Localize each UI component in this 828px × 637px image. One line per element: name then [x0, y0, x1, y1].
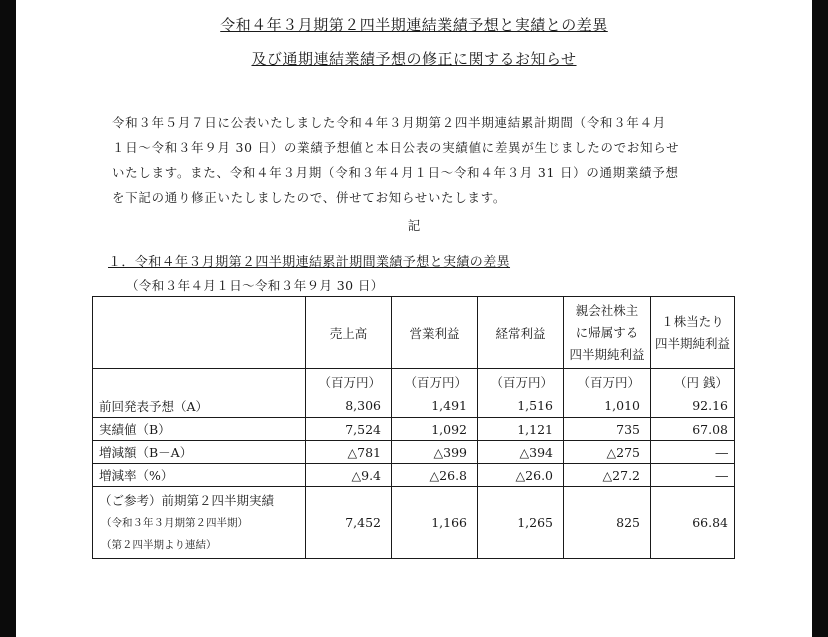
header-net-line: 四半期純利益	[569, 346, 645, 362]
row-label: 前回発表予想（A）	[93, 395, 306, 418]
value-cell: 1,516	[478, 395, 564, 418]
value-cell: △9.4	[306, 464, 392, 487]
paragraph-line: いたします。また、令和４年３月期（令和３年４月１日～令和４年３月 31 日）の通期業績予想	[112, 165, 679, 180]
value-cell: 1,092	[392, 418, 478, 441]
value-cell: △394	[478, 441, 564, 464]
paragraph-line: を下記の通り修正いたしましたので、併せてお知らせいたします。	[112, 190, 507, 205]
header-eps	[651, 297, 735, 369]
document-subtitle: 及び通期連結業績予想の修正に関するお知らせ	[251, 50, 577, 68]
row-label: 増減率（%）	[93, 464, 306, 487]
value-cell: 7,452	[306, 487, 392, 559]
section-heading: １．令和４年３月期第２四半期連結累計期間業績予想と実績の差異	[108, 255, 511, 270]
value-cell: 825	[564, 487, 651, 559]
header-ordinary-profit: 経常利益	[478, 297, 564, 369]
table-row	[93, 464, 735, 487]
unit-row	[93, 369, 735, 395]
header-row	[93, 297, 735, 369]
row-label: 増減額（B－A）	[93, 441, 306, 464]
value-cell: ―	[651, 464, 735, 487]
value-cell: 1,491	[392, 395, 478, 418]
intro-paragraph	[112, 110, 732, 210]
reference-label-line: （ご参考）前期第２四半期実績	[99, 492, 275, 508]
value-cell: △275	[564, 441, 651, 464]
document-title: 令和４年３月期第２四半期連結業績予想と実績との差異	[220, 16, 608, 34]
value-cell: 1,121	[478, 418, 564, 441]
reference-row	[93, 487, 735, 559]
value-cell: ―	[651, 441, 735, 464]
header-eps-line: １株当たり	[661, 313, 724, 329]
header-sales: 売上高	[306, 297, 392, 369]
reference-label-line: （第２四半期より連結）	[101, 538, 217, 551]
reference-label-line: （令和３年３月期第２四半期）	[101, 516, 248, 529]
unit-cell: （百万円）	[392, 369, 478, 395]
forecast-table	[92, 296, 735, 559]
unit-cell: （百万円）	[564, 369, 651, 395]
value-cell: △27.2	[564, 464, 651, 487]
value-cell: 67.08	[651, 418, 735, 441]
reference-label	[93, 487, 306, 559]
value-cell: 735	[564, 418, 651, 441]
table-row	[93, 395, 735, 418]
header-net-line: に帰属する	[575, 324, 639, 340]
header-operating-profit: 営業利益	[392, 297, 478, 369]
unit-cell: （百万円）	[306, 369, 392, 395]
value-cell: 8,306	[306, 395, 392, 418]
period-label: （令和３年４月１日～令和３年９月 30 日）	[126, 278, 384, 293]
value-cell: △399	[392, 441, 478, 464]
row-label: 実績値（B）	[93, 418, 306, 441]
value-cell: 1,166	[392, 487, 478, 559]
value-cell: △781	[306, 441, 392, 464]
paragraph-line: 令和３年５月７日に公表いたしました令和４年３月期第２四半期連結累計期間（令和３年４月	[112, 115, 667, 130]
header-blank-cell	[93, 297, 306, 369]
unit-cell: （百万円）	[478, 369, 564, 395]
value-cell: 1,265	[478, 487, 564, 559]
table-row	[93, 441, 735, 464]
value-cell: 92.16	[651, 395, 735, 418]
value-cell: 66.84	[651, 487, 735, 559]
table-row	[93, 418, 735, 441]
paragraph-line: １日～令和３年９月 30 日）の業績予想値と本日公表の実績値に差異が生じましたのでお知らせ	[112, 140, 680, 155]
unit-blank-cell	[93, 369, 306, 395]
value-cell: 1,010	[564, 395, 651, 418]
value-cell: 7,524	[306, 418, 392, 441]
header-net-line: 親会社株主	[575, 302, 639, 318]
header-net-profit	[564, 297, 651, 369]
header-eps-line: 四半期純利益	[655, 335, 731, 351]
ki-marker: 記	[407, 218, 421, 233]
value-cell: △26.8	[392, 464, 478, 487]
value-cell: △26.0	[478, 464, 564, 487]
unit-cell: （円 銭）	[651, 369, 735, 395]
